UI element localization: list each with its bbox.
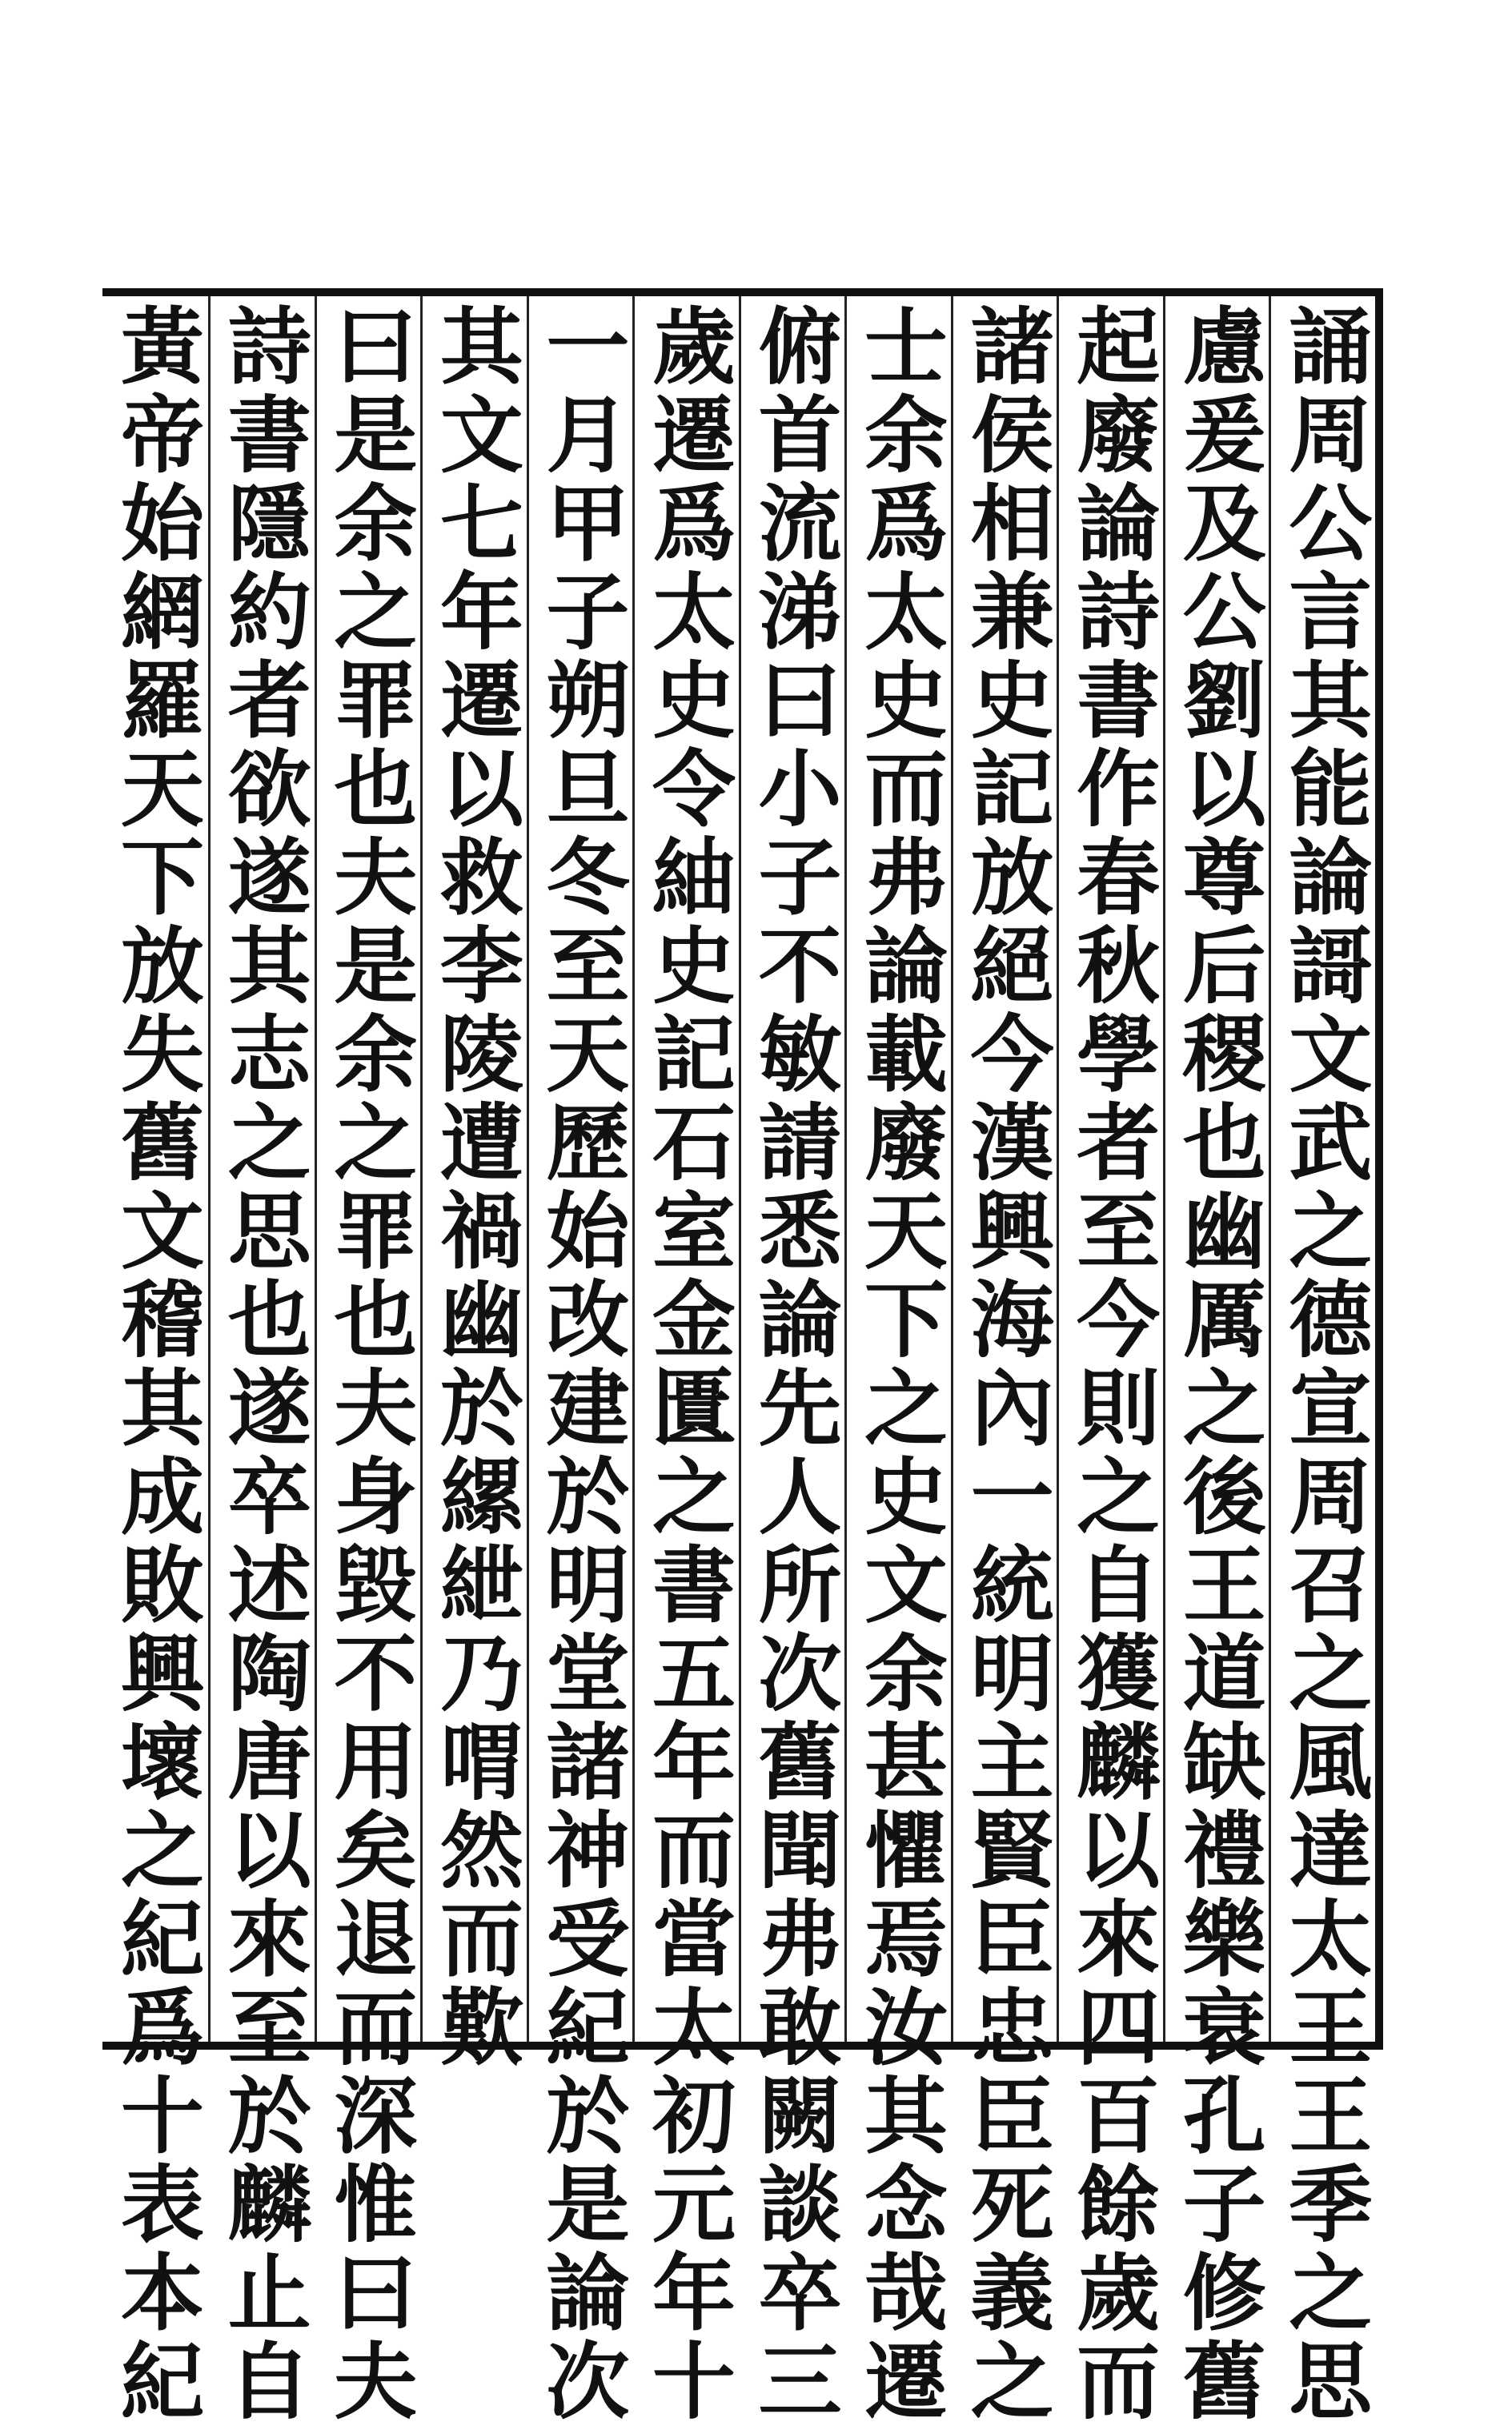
- column-text-4: 諸侯相兼史記放絕今漢興海內一統明主賢臣忠臣死義之: [956, 303, 1055, 2426]
- column-text-7: 歲遷爲太史令紬史記石室金匱之書五年而當太初元年十: [637, 303, 736, 2426]
- text-column-3: [1057, 296, 1163, 2426]
- column-text-3: 起廢論詩書作春秋學者至今則之自獲麟以來四百餘歲而: [1062, 303, 1161, 2426]
- text-column-2: [1163, 296, 1269, 2426]
- column-text-6: 俯首流涕曰小子不敏請悉論先人所次舊聞弗敢闕談卒三: [744, 303, 843, 2426]
- column-text-9: 其文七年遷以救李陵遭禍幽於縲紲乃喟然而歎: [425, 303, 524, 2072]
- column-text-1: 誦周公言其能論謌文武之德宣周召之風達太王王季之思: [1274, 303, 1374, 2426]
- column-text-8: 一月甲子朔旦冬至天歷始改建於明堂諸神受紀於是論次: [531, 303, 631, 2426]
- text-column-7: [632, 296, 739, 2426]
- text-column-5: [844, 296, 951, 2426]
- column-text-12: 黃帝始網羅天下放失舊文稽其成敗興壞之紀爲十表本紀: [106, 303, 205, 2426]
- column-text-5: 士余爲太史而弗論載廢天下之史文余甚懼焉汝其念哉遷: [850, 303, 949, 2426]
- text-columns: [102, 296, 1375, 2426]
- column-text-10: 曰是余之罪也夫是余之罪也夫身毀不用矣退而深惟曰夫: [319, 303, 419, 2426]
- text-column-11: [208, 296, 315, 2426]
- text-column-4: [951, 296, 1057, 2426]
- text-column-1: [1269, 296, 1375, 2426]
- column-text-11: 詩書隱約者欲遂其志之思也遂卒述陶唐以來至於麟止自: [213, 303, 312, 2426]
- column-text-2: 慮爰及公劉以尊后稷也幽厲之後王道缺禮樂衰孔子修舊: [1168, 303, 1267, 2426]
- text-column-12: [102, 296, 208, 2426]
- text-column-9: [420, 296, 527, 2072]
- text-column-8: [527, 296, 633, 2426]
- text-column-6: [739, 296, 845, 2426]
- text-column-10: [315, 296, 421, 2426]
